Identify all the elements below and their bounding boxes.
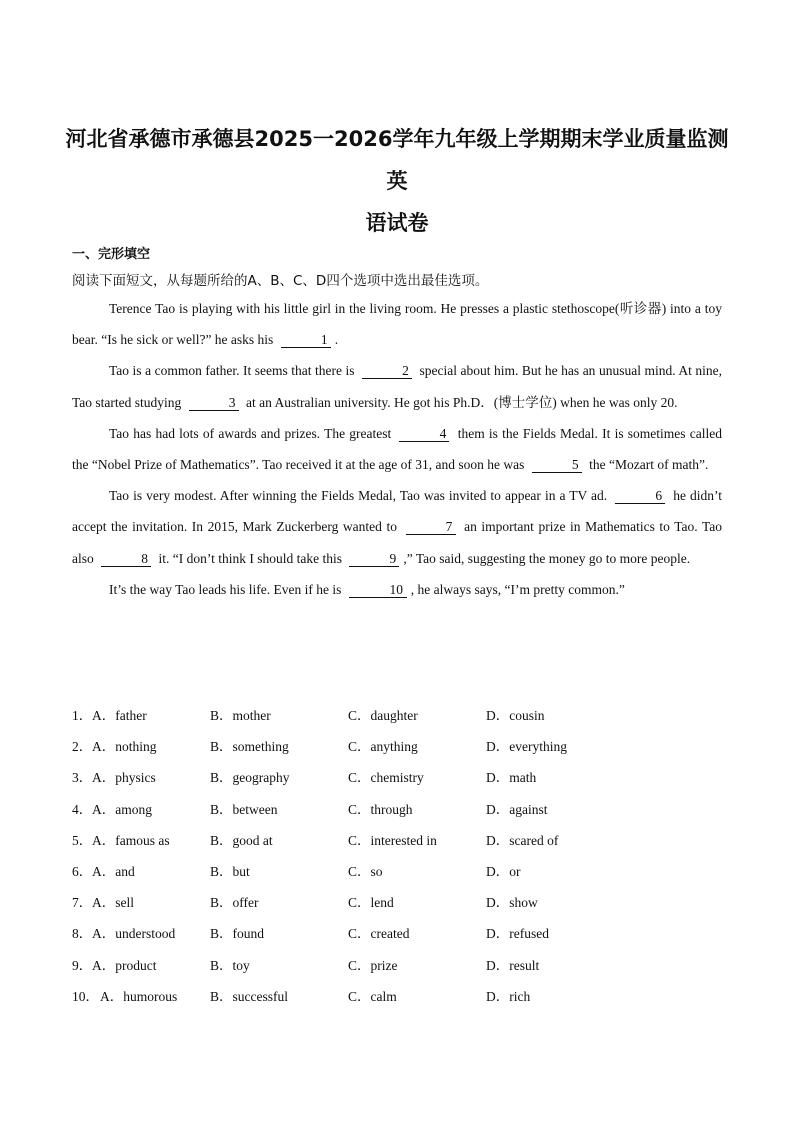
passage-text: Tao is a common father. It seems that there is (109, 363, 358, 379)
option-d: D．cousin (486, 708, 545, 723)
page-title (60, 118, 734, 244)
passage-text: , he always says, “I’m pretty common.” (410, 581, 625, 597)
option-d: D．refused (486, 926, 549, 942)
option-d: D．against (486, 801, 548, 817)
passage-text: Terence Tao is playing with his little girl in the living room. He presses a plastic stethoscope(听诊器) into a toy bear. “Is he sick or well?” he asks his (72, 301, 722, 348)
blank-4: 4 (399, 426, 449, 442)
option-a: A．famous as (92, 832, 170, 848)
option-d: D．or (486, 863, 521, 879)
option-a: A．and (92, 863, 135, 879)
question-number: 8． (72, 926, 93, 942)
option-d: D．everything (486, 739, 567, 755)
answer-options (72, 703, 732, 1015)
option-b: B．but (210, 863, 250, 879)
title-line-1: 河北省承德市承德县2025一2026学年九年级上学期期末学业质量监测英 (65, 127, 729, 193)
question-number: 7． (72, 895, 93, 911)
instruction-text: 阅读下面短文，从每题所给的A、B、C、D四个选项中选出最佳选项。 (72, 273, 489, 289)
option-d: D．scared of (486, 832, 559, 848)
option-a: A．product (92, 957, 157, 973)
option-c: C．anything (348, 739, 418, 755)
option-d: D．show (486, 895, 538, 911)
question-number: 4． (72, 801, 93, 817)
blank-7: 7 (406, 519, 456, 535)
blank-8: 8 (101, 551, 151, 567)
option-b: B．found (210, 926, 264, 942)
passage-paragraph-5 (72, 574, 722, 605)
blank-6: 6 (615, 488, 665, 504)
option-d: D．math (486, 770, 537, 786)
question-number: 5． (72, 832, 93, 848)
question-number: 2． (72, 739, 93, 755)
question-number: 10． (72, 988, 99, 1004)
blank-5: 5 (532, 457, 582, 473)
option-c: C．prize (348, 957, 398, 973)
question-row (72, 797, 732, 828)
title-line-2: 语试卷 (365, 211, 429, 235)
section-heading: 一、完形填空 (72, 247, 151, 262)
option-c: C．so (348, 863, 383, 879)
option-d: D．rich (486, 988, 531, 1004)
option-c: C．created (348, 926, 410, 942)
option-a: A．among (92, 801, 152, 817)
question-row (72, 890, 732, 921)
option-a: A．physics (92, 770, 156, 786)
option-c: C．through (348, 801, 413, 817)
question-row (72, 921, 732, 952)
option-b: B．good at (210, 832, 273, 848)
passage-text: them is the Fields Medal. It is sometimes called the “Nobel Prize of Mathematics”. Tao received it at the age of 31, and soon he was (72, 425, 722, 473)
blank-2: 2 (362, 363, 412, 379)
question-row (72, 734, 732, 765)
option-a: A．understood (92, 926, 176, 942)
passage-text: ,” Tao said, suggesting the money go to more people. (403, 550, 691, 566)
option-b: B．toy (210, 957, 250, 973)
option-c: C．calm (348, 988, 397, 1004)
passage-text: . (334, 332, 339, 348)
blank-9: 9 (349, 551, 399, 567)
option-a: A．father (92, 708, 147, 723)
option-d: D．result (486, 957, 540, 973)
option-b: B．mother (210, 708, 271, 723)
option-c: C．interested in (348, 832, 437, 848)
question-number: 9． (72, 957, 93, 973)
question-row (72, 828, 732, 859)
blank-10: 10 (349, 582, 407, 598)
passage-paragraph-4 (72, 480, 722, 574)
question-row (72, 859, 732, 890)
blank-1: 1 (281, 332, 331, 348)
question-number: 6． (72, 863, 93, 879)
option-b: B．offer (210, 895, 259, 911)
question-row (72, 765, 732, 796)
option-a: A．humorous (100, 988, 178, 1004)
passage-paragraph-3 (72, 418, 722, 480)
option-b: B．something (210, 739, 289, 755)
question-number: 1． (72, 708, 93, 723)
option-c: C．lend (348, 895, 394, 911)
question-row (72, 953, 732, 984)
passage-text: an important prize in Mathematics to Tao. Tao also (72, 519, 723, 566)
passage-paragraph-2 (72, 355, 722, 417)
passage-text: It’s the way Tao leads his life. Even if he is (109, 581, 345, 597)
option-b: B．between (210, 801, 278, 817)
passage-text: at an Australian university. He got his Ph.D．(博士学位) when he was only 20. (242, 394, 678, 410)
option-a: A．sell (92, 895, 134, 911)
passage-text: special about him. But he has an unusual mind. At nine, Tao started studying (72, 363, 722, 410)
option-c: C．chemistry (348, 770, 424, 786)
question-row (72, 703, 732, 734)
passage-text: Tao has had lots of awards and prizes. The greatest (109, 425, 396, 441)
option-b: B．geography (210, 770, 290, 786)
question-row (72, 984, 732, 1015)
passage (72, 293, 722, 605)
passage-text: it. “I don’t think I should take this (155, 550, 346, 566)
option-b: B．successful (210, 988, 288, 1004)
option-c: C．daughter (348, 708, 418, 723)
passage-text: the “Mozart of math”. (585, 457, 709, 473)
blank-3: 3 (189, 395, 239, 411)
passage-text: he didn’t accept the invitation. In 2015, Mark Zuckerberg wanted to (72, 488, 723, 535)
passage-text: Tao is very modest. After winning the Fields Medal, Tao was invited to appear in a TV ad. (109, 488, 612, 504)
passage-paragraph-1 (72, 293, 722, 355)
question-number: 3． (72, 770, 93, 786)
option-a: A．nothing (92, 739, 157, 755)
